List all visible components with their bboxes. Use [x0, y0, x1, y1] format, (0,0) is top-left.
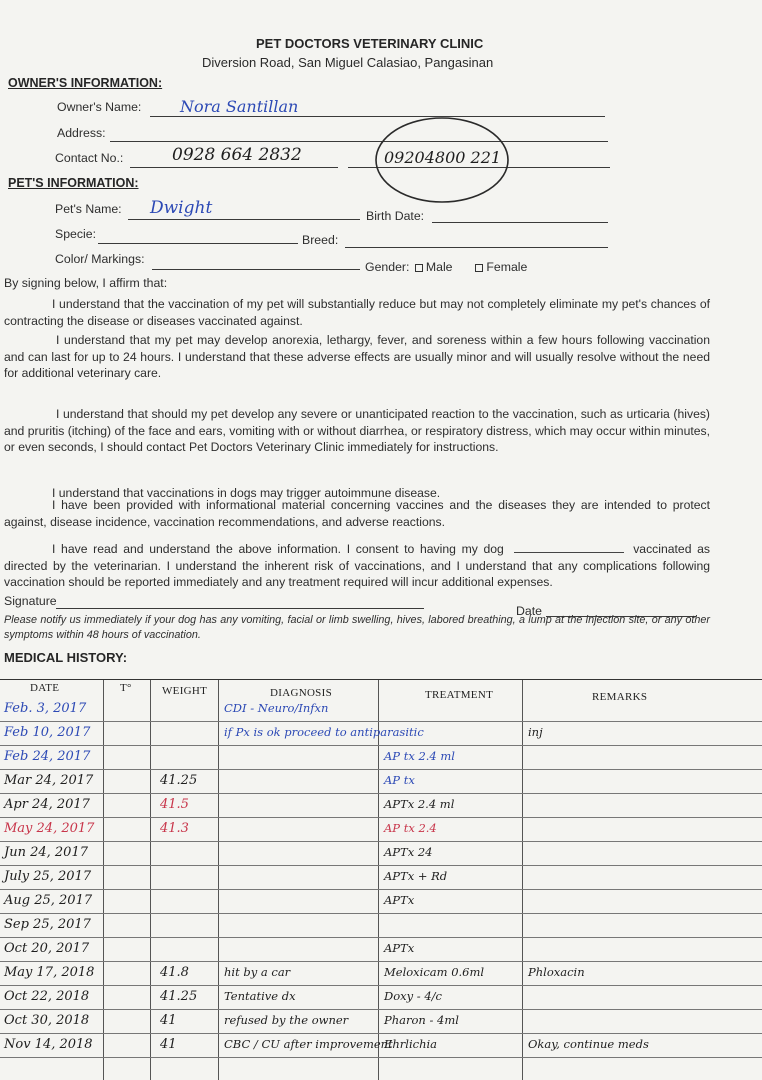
history-date-cell: Feb 24, 2017	[4, 749, 91, 764]
row-rule	[0, 985, 762, 986]
header-weight: WEIGHT	[162, 685, 208, 697]
circled-contact-mark	[370, 112, 510, 206]
owner-contact-2: 09204800 221	[384, 148, 502, 167]
table-top-border	[0, 679, 762, 680]
history-date-cell: May 17, 2018	[4, 965, 95, 980]
header-diagnosis: DIAGNOSIS	[270, 687, 332, 699]
pet-section-title: PET'S INFORMATION:	[8, 176, 139, 190]
history-treatment-cell: Meloxicam 0.6ml	[384, 965, 485, 979]
history-treatment-cell: APTx + Rd	[384, 869, 448, 883]
specie-label: Specie:	[55, 227, 97, 241]
row-rule	[0, 841, 762, 842]
consent-intro: By signing below, I affirm that:	[4, 276, 168, 290]
owner-address-label: Address:	[57, 126, 106, 140]
signature-line	[56, 608, 424, 609]
history-date-cell: Mar 24, 2017	[4, 773, 94, 788]
birth-date-line	[432, 222, 608, 223]
history-date-cell: Feb. 3, 2017	[4, 701, 87, 716]
row-rule	[0, 865, 762, 866]
owner-name-value: Nora Santillan	[180, 97, 299, 116]
birth-date-label: Birth Date:	[366, 209, 425, 223]
row-rule	[0, 1009, 762, 1010]
history-remarks-cell: Okay, continue meds	[528, 1037, 649, 1051]
col-divider	[103, 679, 104, 1080]
row-rule	[0, 817, 762, 818]
consent-paragraph-3: I understand that should my pet develop any severe or unanticipated reaction to the vaccination, such as urticaria (hives) and pruritis (itching) of the face and ears, vomiting with or without diarrhea, or respiratory distress, which may occur within minutes, or even seconds, I should contact Pet Doctors Veterinary Clinic immediately for instructions.	[4, 407, 710, 455]
owner-contact-line-1	[130, 167, 338, 168]
history-remarks-cell: Phloxacin	[528, 965, 585, 979]
history-treatment-cell: Pharon - 4ml	[384, 1013, 459, 1027]
breed-label: Breed:	[302, 233, 339, 247]
col-divider	[218, 679, 219, 1080]
consent-paragraph-5: I have been provided with informational material concerning vaccines and the diseases they are intended to protect against, disease incidence, vaccination recommendations, and adverse reactions.	[4, 498, 710, 529]
row-rule	[0, 913, 762, 914]
clinic-address: Diversion Road, San Miguel Calasiao, Pangasinan	[202, 55, 494, 70]
history-date-cell: July 25, 2017	[4, 869, 92, 884]
gender-label: Gender:	[365, 260, 410, 274]
header-remarks: REMARKS	[592, 691, 648, 703]
history-weight-cell: 41.5	[160, 797, 189, 812]
female-label: Female	[486, 260, 528, 274]
history-weight-cell: 41.8	[160, 965, 189, 980]
history-date-cell: Aug 25, 2017	[4, 893, 93, 908]
pet-name-value: Dwight	[150, 198, 213, 218]
owner-name-label: Owner's Name:	[57, 100, 142, 114]
consent-p6a: I have read and understand the above information. I consent to having my dog	[52, 542, 504, 556]
consent-p6c: as directed by the veterinarian. I understand the inherent risk of vaccinations, and I understand that any complications following vaccination should be reported immediately and any treatment required will incur additional expenses.	[4, 542, 711, 590]
history-date-cell: Oct 30, 2018	[4, 1013, 90, 1028]
male-checkbox[interactable]	[415, 264, 423, 272]
history-date-cell: Nov 14, 2018	[4, 1037, 93, 1052]
col-divider	[150, 679, 151, 1080]
row-rule	[0, 721, 762, 722]
history-date-cell: Oct 20, 2017	[4, 941, 90, 956]
history-treatment-cell: Doxy - 4/c	[384, 989, 442, 1003]
pet-name-line	[128, 219, 360, 220]
history-remarks-cell: inj	[528, 725, 543, 739]
history-date-cell: Feb 10, 2017	[4, 725, 91, 740]
gender-field	[365, 260, 527, 274]
owner-address-line	[110, 141, 608, 142]
history-date-cell: May 24, 2017	[4, 821, 95, 836]
history-date-cell: Oct 22, 2018	[4, 989, 90, 1004]
vaccination-notice: Please notify us immediately if your dog has any vomiting, facial or limb swelling, hives, labored breathing, a lump at the injection site, or any other symptoms within 48 hours of vaccination.	[4, 614, 710, 641]
history-weight-cell: 41.25	[160, 773, 198, 788]
row-rule	[0, 937, 762, 938]
dog-vaccine-blank	[514, 552, 624, 553]
male-label: Male	[425, 260, 453, 274]
history-treatment-cell: APTx	[384, 893, 415, 907]
date-label: Date	[516, 604, 542, 618]
history-treatment-cell: AP tx 2.4 ml	[384, 749, 455, 763]
row-rule	[0, 889, 762, 890]
history-date-cell: Apr 24, 2017	[4, 797, 90, 812]
owner-contact-label: Contact No.:	[55, 151, 124, 165]
row-rule	[0, 793, 762, 794]
history-section-title: MEDICAL HISTORY:	[4, 650, 128, 665]
female-checkbox[interactable]	[475, 264, 483, 272]
history-weight-cell: 41.3	[160, 821, 189, 836]
history-diagnosis-cell: refused by the owner	[224, 1013, 349, 1027]
owner-section-title: OWNER'S INFORMATION:	[8, 76, 163, 90]
history-diagnosis-cell: CDI - Neuro/Infxn	[224, 701, 329, 715]
history-treatment-cell: APTx 2.4 ml	[384, 797, 455, 811]
history-weight-cell: 41.25	[160, 989, 198, 1004]
color-line	[152, 269, 360, 270]
header-treatment: TREATMENT	[425, 689, 494, 701]
consent-paragraph-1: I understand that the vaccination of my pet will substantially reduce but may not completely eliminate my pet's chances of contracting the disease or diseases vaccinated against.	[4, 297, 710, 328]
signature-label: Signature	[4, 594, 57, 608]
medical-history-table	[0, 679, 762, 1080]
header-date: DATE	[30, 682, 60, 694]
consent-paragraph-2: I understand that my pet may develop anorexia, lethargy, fever, and soreness within a few hours following vaccination and can last for up to 24 hours. I understand that these adverse effects are usually minor and will usually resolve without the need for additional veterinary care.	[4, 333, 710, 381]
specie-line	[98, 243, 298, 244]
history-treatment-cell: Ehrlichia	[384, 1037, 438, 1051]
history-diagnosis-cell: if Px is ok proceed to antiparasitic	[224, 725, 424, 739]
pet-name-label: Pet's Name:	[55, 202, 122, 216]
breed-line	[345, 247, 608, 248]
history-treatment-cell: AP tx	[384, 773, 415, 787]
history-date-cell: Sep 25, 2017	[4, 917, 91, 932]
color-label: Color/ Markings:	[55, 252, 145, 266]
history-weight-cell: 41	[160, 1037, 177, 1052]
header-temp: T°	[120, 682, 132, 694]
consent-paragraph-4: I understand that vaccinations in dogs may trigger autoimmune disease.	[52, 486, 441, 500]
clinic-name: PET DOCTORS VETERINARY CLINIC	[256, 36, 484, 51]
row-rule	[0, 961, 762, 962]
history-treatment-cell: APTx	[384, 941, 415, 955]
row-rule	[0, 745, 762, 746]
consent-paragraph-6	[4, 541, 710, 591]
history-diagnosis-cell: CBC / CU after improvement	[224, 1037, 393, 1051]
col-divider	[378, 679, 379, 1080]
consent-p6b: vaccinated	[633, 542, 692, 556]
history-weight-cell: 41	[160, 1013, 177, 1028]
row-rule	[0, 1057, 762, 1058]
col-divider	[522, 679, 523, 1080]
history-treatment-cell: APTx 24	[384, 845, 433, 859]
history-diagnosis-cell: Tentative dx	[224, 989, 296, 1003]
history-date-cell: Jun 24, 2017	[4, 845, 88, 860]
row-rule	[0, 769, 762, 770]
row-rule	[0, 1033, 762, 1034]
history-treatment-cell: AP tx 2.4	[384, 821, 437, 835]
owner-contact-1: 0928 664 2832	[172, 145, 302, 165]
history-diagnosis-cell: hit by a car	[224, 965, 291, 979]
